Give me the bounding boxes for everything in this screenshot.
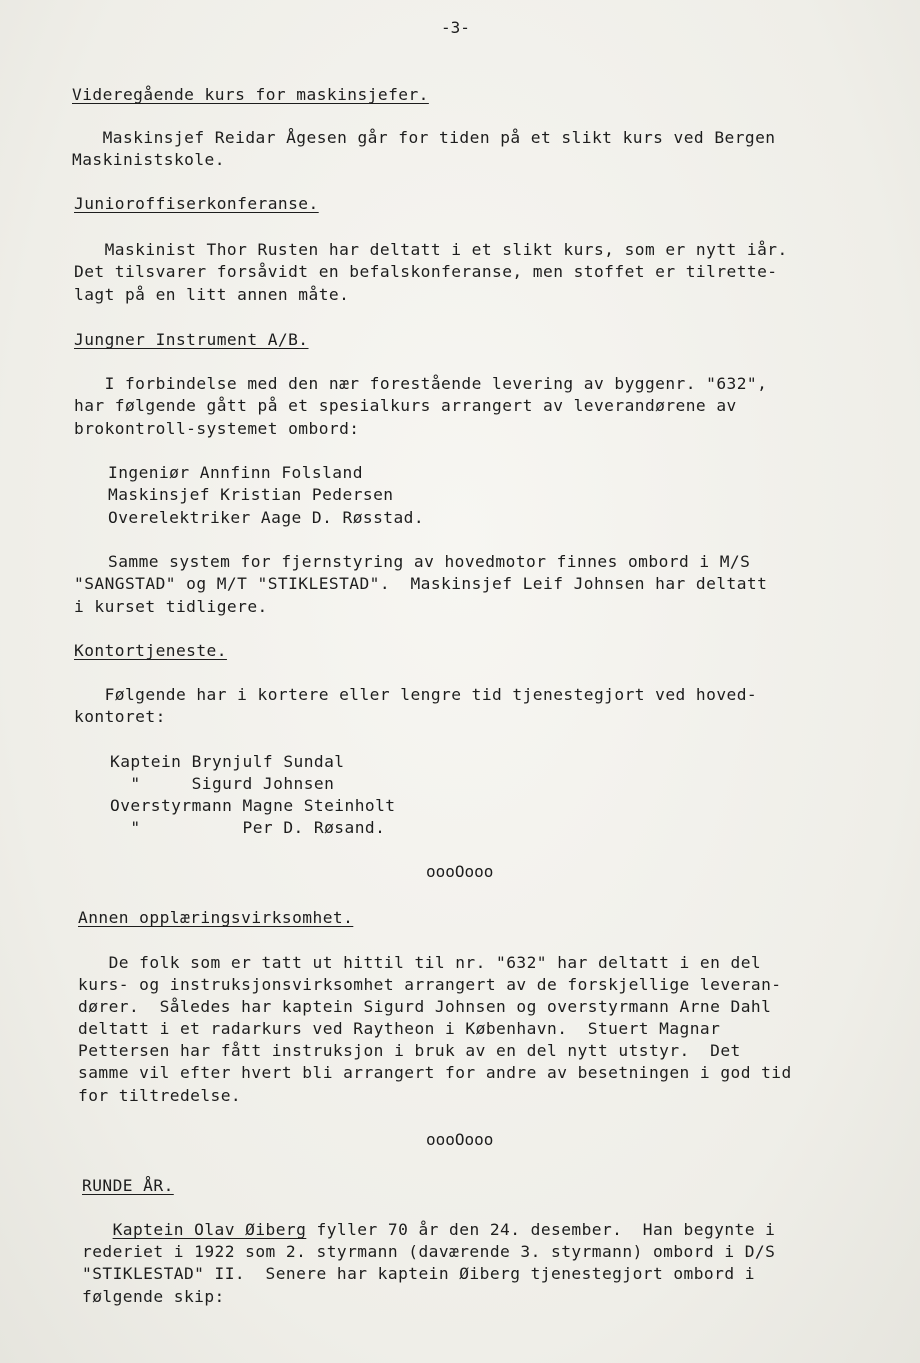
text-line: Maskinistskole. — [72, 150, 225, 169]
page-number: -3- — [441, 18, 470, 37]
name-line: Maskinsjef Kristian Pedersen — [108, 485, 394, 504]
heading-kontortjeneste: Kontortjeneste. — [74, 641, 227, 660]
text-line: i kurset tidligere. — [74, 597, 268, 616]
separator: oooOooo — [426, 1130, 494, 1149]
text-line: lagt på en litt annen måte. — [74, 285, 350, 304]
heading-videregaende: Videregående kurs for maskinsjefer. — [72, 85, 429, 104]
name-line: Kaptein Brynjulf Sundal — [110, 752, 345, 771]
text-line: "SANGSTAD" og M/T "STIKLESTAD". Maskinsjef Leif Johnsen har deltatt — [74, 574, 768, 593]
text-line: Pettersen har fått instruksjon i bruk av en del nytt utstyr. Det — [78, 1041, 741, 1060]
name-line: " Per D. Røsand. — [110, 818, 386, 837]
text-line: Kaptein Olav Øiberg fyller 70 år den 24. desember. Han begynte i — [112, 1220, 776, 1239]
name-line: Overstyrmann Magne Steinholt — [110, 796, 396, 815]
name-line: Overelektriker Aage D. Røsstad. — [108, 508, 425, 527]
text-line: kurs- og instruksjonsvirksomhet arrangert av de forskjellige leveran- — [78, 975, 782, 994]
text-line: De folk som er tatt ut hittil til nr. "632" har deltatt i en del — [78, 953, 762, 972]
text-line: "STIKLESTAD" II. Senere har kaptein Øiberg tjenestegjort ombord i — [82, 1264, 755, 1283]
text-line: dører. Således har kaptein Sigurd Johnsen og overstyrmann Arne Dahl — [78, 997, 772, 1016]
text-line: Maskinist Thor Rusten har deltatt i et slikt kurs, som er nytt iår. — [74, 240, 788, 259]
heading-junioroffiser: Junioroffiserkonferanse. — [74, 194, 319, 213]
text-line: rederiet i 1922 som 2. styrmann (daværende 3. styrmann) ombord i D/S — [82, 1242, 776, 1261]
person-name: Kaptein Olav Øiberg — [112, 1220, 307, 1239]
text-line: Maskinsjef Reidar Ågesen går for tiden på et slikt kurs ved Bergen — [72, 128, 776, 147]
heading-jungner: Jungner Instrument A/B. — [74, 330, 309, 349]
text-line: Følgende har i kortere eller lengre tid tjenestegjort ved hoved- — [74, 685, 758, 704]
heading-annen-opplaering: Annen opplæringsvirksomhet. — [78, 908, 354, 927]
text-line: har følgende gått på et spesialkurs arrangert av leverandørene av — [74, 396, 737, 415]
text-line: følgende skip: — [82, 1287, 225, 1306]
name-line: " Sigurd Johnsen — [110, 774, 335, 793]
text-line: deltatt i et radarkurs ved Raytheon i København. Stuert Magnar — [78, 1019, 721, 1038]
separator: oooOooo — [426, 862, 494, 881]
text-line: brokontroll-systemet ombord: — [74, 419, 360, 438]
text-line: for tiltredelse. — [78, 1086, 242, 1105]
heading-runde-ar: RUNDE ÅR. — [82, 1176, 174, 1195]
text-line: Samme system for fjernstyring av hovedmotor finnes ombord i M/S — [108, 552, 751, 571]
text-line: Det tilsvarer forsåvidt en befalskonferanse, men stoffet er tilrette- — [74, 262, 778, 281]
text-line: kontoret: — [74, 707, 166, 726]
text-line: I forbindelse med den nær forestående levering av byggenr. "632", — [74, 374, 768, 393]
name-line: Ingeniør Annfinn Folsland — [108, 463, 363, 482]
text-line: samme vil efter hvert bli arrangert for andre av besetningen i god tid — [78, 1063, 792, 1082]
